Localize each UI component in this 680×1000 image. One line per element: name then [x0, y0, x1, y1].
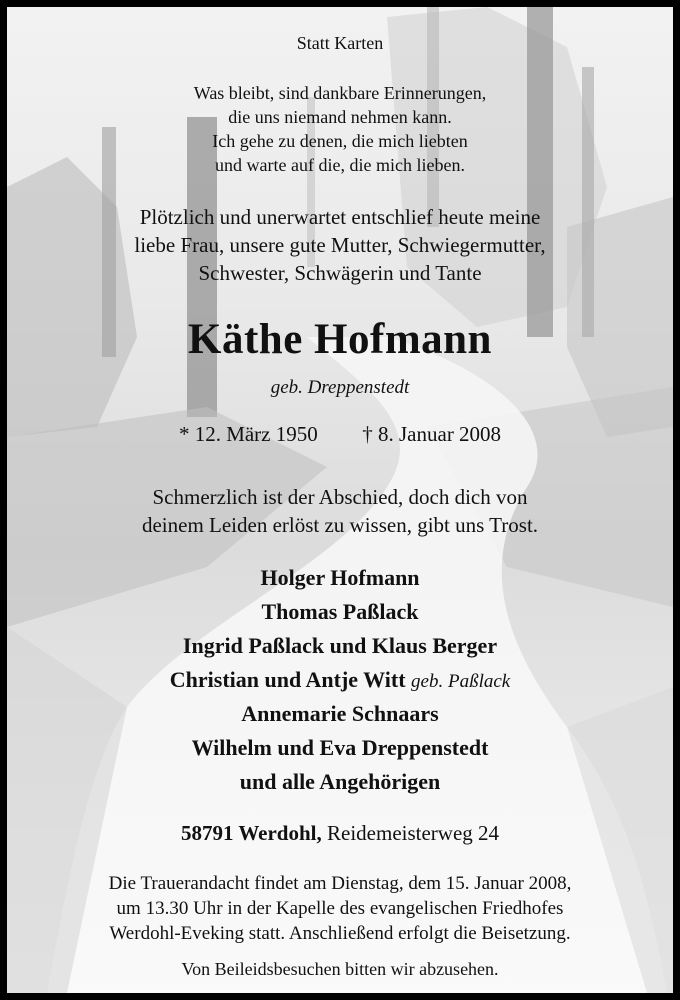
statt-karten: Statt Karten — [296, 33, 384, 53]
deceased-name: Käthe Hofmann — [188, 316, 492, 363]
poem-line: und warte auf die, die mich lieben. — [215, 155, 465, 175]
service-line: Die Trauerandacht findet am Dienstag, dem 15. Januar 2008, — [108, 873, 572, 894]
condolence-note: Von Beileidsbesuchen bitten wir abzusehen. — [181, 959, 499, 979]
intro-line: Plötzlich und unerwartet entschlief heute meine — [139, 205, 541, 229]
family-member: Annemarie Schnaars — [241, 701, 439, 726]
quote-line: deinem Leiden erlöst zu wissen, gibt uns Trost. — [141, 513, 539, 537]
poem-line: Ich gehe zu denen, die mich liebten — [212, 131, 468, 151]
maiden-name: geb. Dreppenstedt — [270, 377, 410, 398]
service-line: um 13.30 Uhr in der Kapelle des evangelischen Friedhofes — [116, 898, 564, 919]
address — [7, 821, 673, 846]
family-member: und alle Angehörigen — [239, 769, 441, 794]
family-member — [7, 667, 673, 693]
address-street: Reidemeisterweg 24 — [327, 821, 500, 845]
intro-line: liebe Frau, unsere gute Mutter, Schwiegermutter, — [134, 233, 546, 257]
family-member-note: geb. Paßlack — [411, 671, 511, 692]
quote-line: Schmerzlich ist der Abschied, doch dich von — [152, 485, 528, 509]
family-member: Holger Hofmann — [260, 565, 420, 590]
birth-date: * 12. März 1950 — [178, 422, 318, 446]
obituary-text — [7, 7, 673, 993]
life-dates — [7, 422, 673, 447]
intro-line: Schwester, Schwägerin und Tante — [198, 261, 482, 285]
family-member-name: Christian und Antje Witt — [169, 667, 406, 692]
family-member: Wilhelm und Eva Dreppenstedt — [191, 735, 489, 760]
poem-line: die uns niemand nehmen kann. — [228, 107, 452, 127]
family-member: Ingrid Paßlack und Klaus Berger — [182, 633, 498, 658]
poem-line: Was bleibt, sind dankbare Erinnerungen, — [193, 83, 487, 103]
address-city: 58791 Werdohl, — [180, 821, 322, 845]
family-member: Thomas Paßlack — [261, 599, 419, 624]
service-line: Werdohl-Eveking statt. Anschließend erfolgt die Beisetzung. — [109, 923, 571, 944]
death-date: † 8. Januar 2008 — [362, 422, 502, 446]
